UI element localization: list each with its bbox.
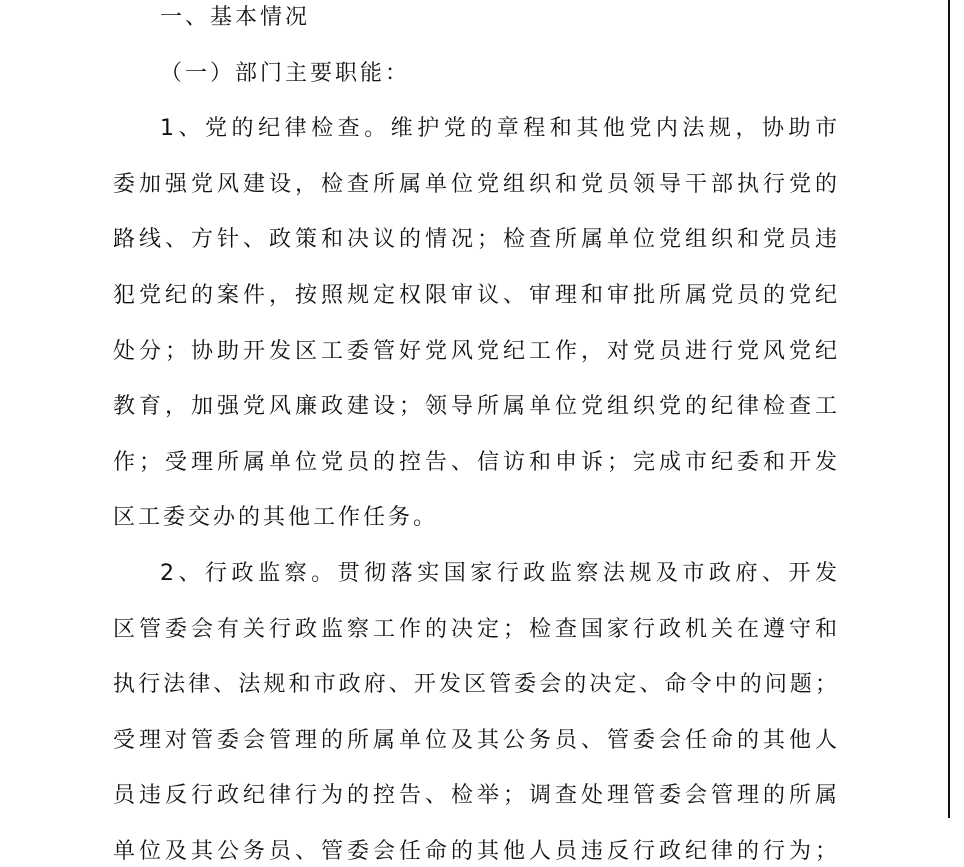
text-line: 犯党纪的案件，按照规定权限审议、审理和审批所属党员的党纪 [113, 283, 840, 308]
text-line: 执行法律、法规和市政府、开发区管委会的决定、命令中的问题； [113, 672, 840, 698]
text-line: 委加强党风建设，检查所属单位党组织和党员领导干部执行党的 [113, 171, 840, 197]
text-line: 教育，加强党风廉政建设；领导所属单位党组织党的纪律检查工 [113, 394, 840, 420]
text-line: 受理对管委会管理的所属单位及其公务员、管委会任命的其他人 [113, 727, 840, 753]
text-line: 1、党的纪律检查。维护党的章程和其他党内法规，协助市 [160, 116, 840, 142]
subsection-heading: （一）部门主要职能： [160, 60, 411, 86]
text-line: 区管委会有关行政监察工作的决定；检查国家行政机关在遵守和 [113, 616, 840, 642]
text-line: 区工委交办的其他工作任务。 [113, 505, 439, 531]
section-heading: 一、基本情况 [160, 5, 311, 30]
text-line: 处分；协助开发区工委管好党风党纪工作，对党员进行党风党纪 [113, 338, 840, 364]
text-line: 路线、方针、政策和决议的情况；检查所属单位党组织和党员违 [113, 227, 840, 253]
text-line: 员违反行政纪律行为的控告、检举；调查处理管委会管理的所属 [113, 783, 840, 809]
text-line: 作；受理所属单位党员的控告、信访和申诉；完成市纪委和开发 [113, 449, 840, 475]
text-line: 单位及其公务员、管委会任命的其他人员违反行政纪律的行为； [113, 839, 840, 864]
text-line: 2、行政监察。贯彻落实国家行政监察法规及市政府、开发 [160, 561, 840, 586]
